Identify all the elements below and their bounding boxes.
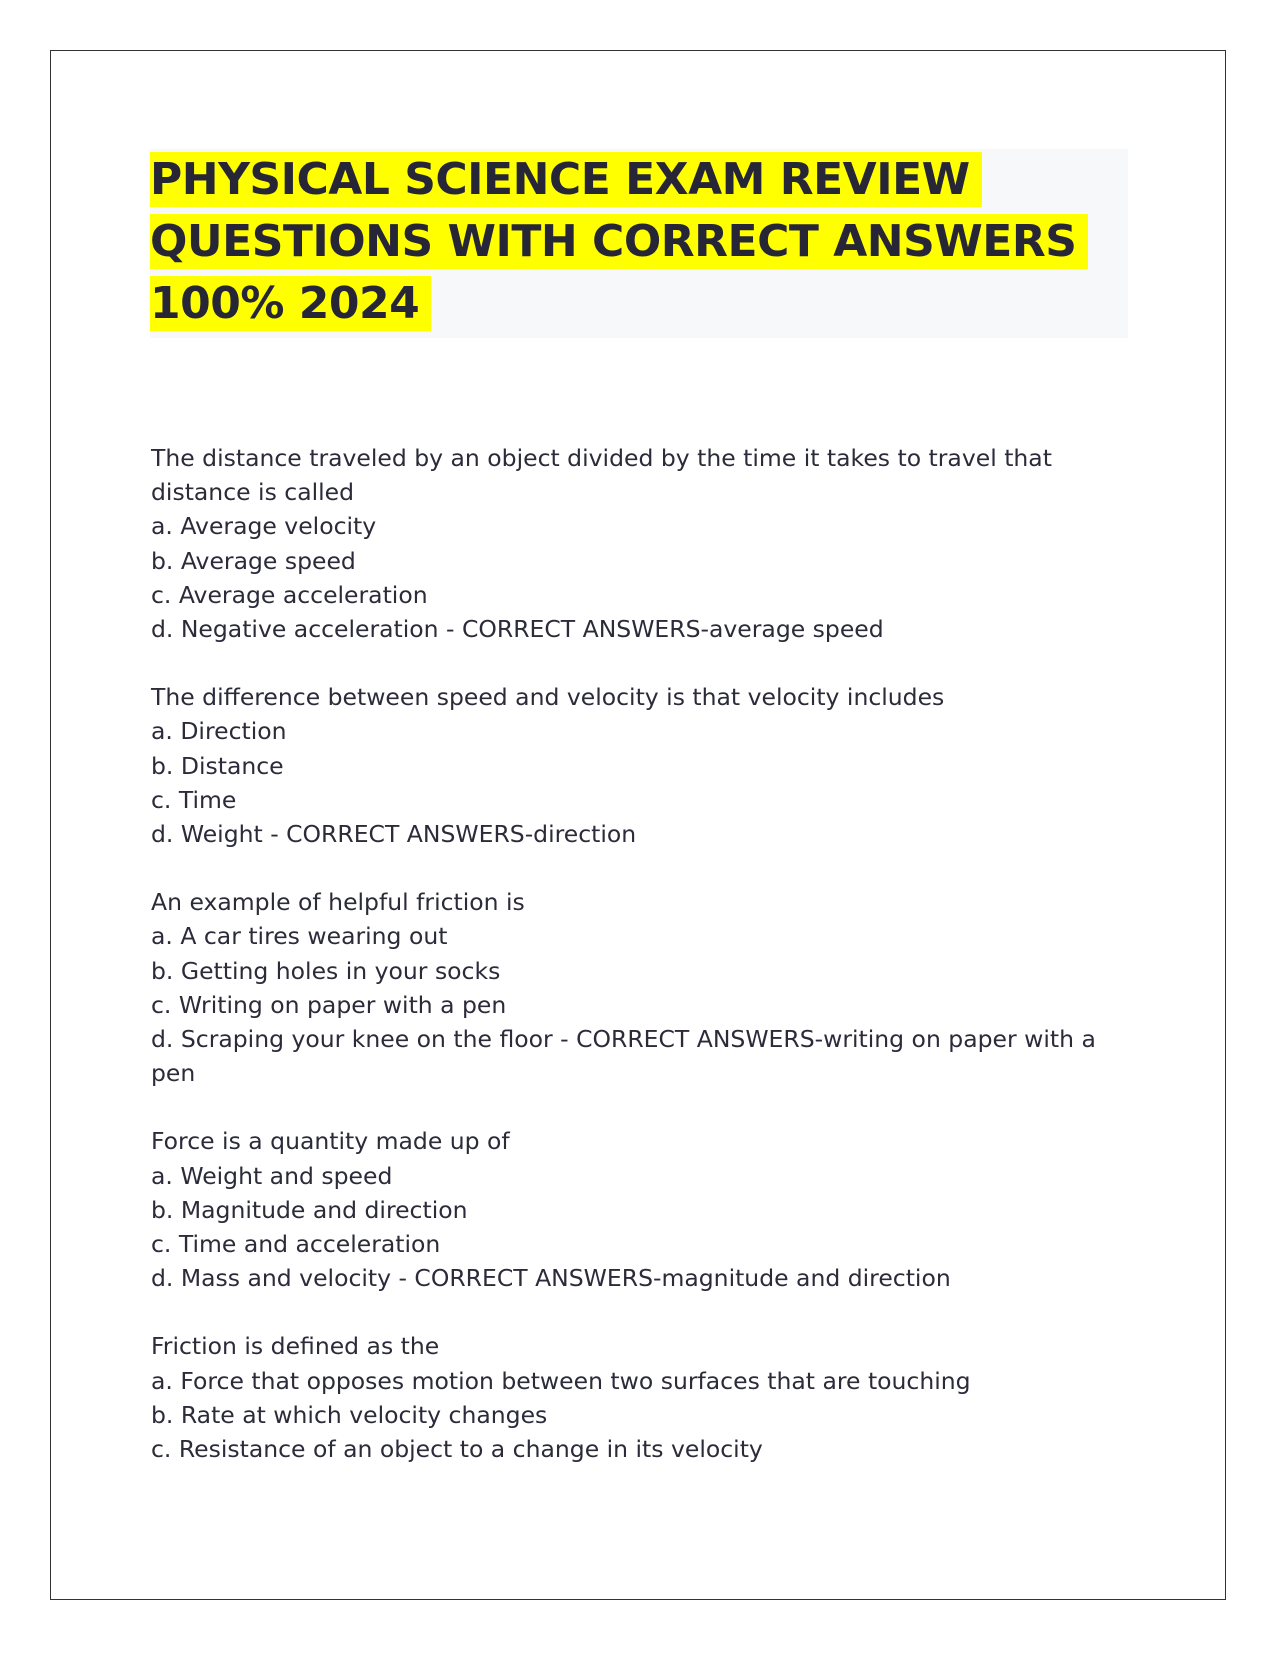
answer-option: c. Time bbox=[151, 785, 237, 814]
answer-option: a. A car tires wearing out bbox=[151, 922, 448, 951]
answer-option: d. Weight - CORRECT ANSWERS-direction bbox=[151, 820, 637, 849]
title-panel bbox=[150, 149, 1128, 338]
question-2 bbox=[151, 680, 1121, 851]
answer-option: d. Scraping your knee on the floor - CORRECT ANSWERS-writing on paper with a pen bbox=[151, 1025, 1096, 1088]
title-highlight: PHYSICAL SCIENCE EXAM REVIEW QUESTIONS WITH CORRECT ANSWERS 100% 2024 bbox=[150, 152, 1088, 331]
question-4 bbox=[151, 1124, 1121, 1295]
answer-option: c. Time and acceleration bbox=[151, 1230, 441, 1259]
question-prompt: Friction is defined as the bbox=[151, 1332, 440, 1361]
answer-option: d. Negative acceleration - CORRECT ANSWERS-average speed bbox=[151, 615, 884, 644]
answer-option: c. Average acceleration bbox=[151, 580, 428, 609]
answer-option: b. Rate at which velocity changes bbox=[151, 1400, 548, 1429]
question-prompt: The distance traveled by an object divided by the time it takes to travel that distance is called bbox=[151, 444, 1052, 507]
question-prompt: An example of helpful friction is bbox=[151, 888, 525, 917]
question-5 bbox=[151, 1329, 1121, 1466]
question-prompt: The difference between speed and velocity is that velocity includes bbox=[151, 683, 945, 712]
answer-option: b. Magnitude and direction bbox=[151, 1195, 468, 1224]
answer-option: a. Force that opposes motion between two surfaces that are touching bbox=[151, 1366, 971, 1395]
question-prompt: Force is a quantity made up of bbox=[151, 1127, 510, 1156]
questions-list bbox=[151, 441, 1121, 1500]
question-3 bbox=[151, 885, 1121, 1090]
question-1 bbox=[151, 441, 1121, 646]
answer-option: a. Direction bbox=[151, 717, 287, 746]
answer-option: a. Average velocity bbox=[151, 512, 377, 541]
answer-option: d. Mass and velocity - CORRECT ANSWERS-magnitude and direction bbox=[151, 1264, 951, 1293]
answer-option: b. Average speed bbox=[151, 546, 356, 575]
answer-option: a. Weight and speed bbox=[151, 1161, 393, 1190]
answer-option: b. Getting holes in your socks bbox=[151, 956, 501, 985]
answer-option: c. Resistance of an object to a change in its velocity bbox=[151, 1435, 763, 1464]
answer-option: c. Writing on paper with a pen bbox=[151, 990, 507, 1019]
document-title bbox=[150, 149, 1128, 335]
answer-option: b. Distance bbox=[151, 751, 284, 780]
